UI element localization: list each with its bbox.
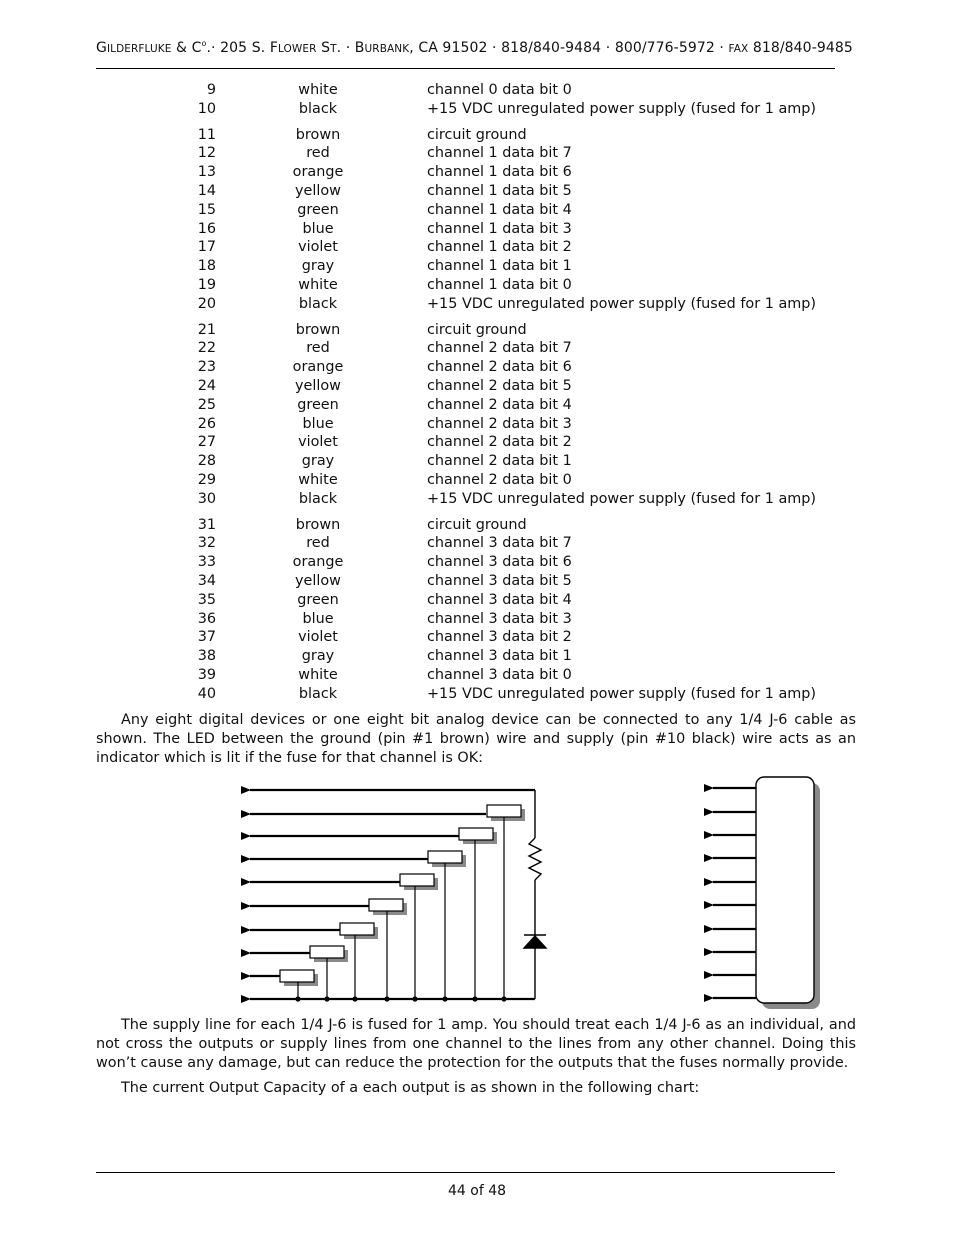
pin-function: +15 VDC unregulated power supply (fused for 1 amp) — [427, 295, 817, 312]
pin-number: 39 — [197, 666, 216, 683]
pin-number: 36 — [197, 610, 216, 627]
supply-wires — [529, 790, 541, 999]
pin-function: channel 1 data bit 5 — [427, 182, 572, 199]
pin-function: circuit ground — [427, 321, 527, 338]
pin-row — [0, 453, 954, 472]
supply-paragraph: The supply line for each 1/4 J-6 is fused for 1 amp. You should treat each 1/4 J-6 as an individual, and not cross the outputs or supply lines from one channel to the lines from any other channel. Doing this won’t cause any damage, but can reduce the protection for the outputs that the fuses normally provide. — [96, 1017, 856, 1071]
pin-function: channel 1 data bit 1 — [427, 258, 572, 275]
pin-function: channel 2 data bit 5 — [427, 377, 572, 394]
pin-function: channel 3 data bit 1 — [427, 648, 572, 665]
pin-number: 38 — [197, 648, 216, 665]
wire-color: red — [306, 145, 330, 162]
pin-number: 34 — [197, 572, 216, 589]
wire-color: gray — [301, 258, 335, 275]
wire-color: violet — [298, 434, 338, 451]
pin-function: channel 3 data bit 2 — [427, 629, 572, 646]
wire-color: black — [298, 295, 338, 312]
pin-function: channel 2 data bit 2 — [427, 434, 572, 451]
pin-table — [0, 82, 954, 712]
wiring-diagram — [238, 770, 828, 1012]
pin-function: channel 0 data bit 0 — [427, 82, 572, 98]
pin-row — [0, 258, 954, 277]
pin-row — [0, 686, 954, 705]
header-rule — [96, 68, 835, 69]
pin-row — [0, 517, 954, 536]
pin-number: 19 — [197, 276, 216, 293]
resistor-bit-4 — [400, 874, 438, 999]
pin-number: 35 — [197, 591, 216, 608]
pin-row — [0, 611, 954, 630]
device-resistors — [280, 805, 525, 999]
pin-function: channel 3 data bit 0 — [427, 666, 572, 683]
wire-color: blue — [302, 220, 334, 237]
led-diode — [524, 935, 546, 948]
pin-number: 18 — [197, 258, 216, 275]
pin-function: channel 2 data bit 4 — [427, 396, 572, 413]
wire-color: yellow — [295, 377, 341, 394]
pin-row — [0, 397, 954, 416]
pin-group — [0, 517, 954, 705]
pin-number: 26 — [197, 415, 216, 432]
wire-color: orange — [292, 359, 344, 376]
pin-row — [0, 378, 954, 397]
wire-color: red — [306, 535, 330, 552]
intro-paragraph: Any eight digital devices or one eight bit analog device can be connected to any 1/4 J-6 cable as shown. The LED between the ground (pin #1 brown) wire and supply (pin #10 black) wire acts as an indicator which is lit if the fuse for that channel is OK: — [96, 712, 856, 766]
pin-row — [0, 221, 954, 240]
wire-color: blue — [302, 610, 334, 627]
pin-row — [0, 648, 954, 667]
pin-function: +15 VDC unregulated power supply (fused for 1 amp) — [427, 685, 817, 702]
pin-function: channel 1 data bit 3 — [427, 220, 572, 237]
pin-function: +15 VDC unregulated power supply (fused for 1 amp) — [427, 490, 817, 507]
pin-row — [0, 491, 954, 510]
pin-function: channel 3 data bit 5 — [427, 572, 572, 589]
wire-color: black — [298, 685, 338, 702]
wire-color: brown — [295, 321, 341, 338]
footer-rule — [96, 1172, 835, 1173]
pin-function: channel 1 data bit 0 — [427, 276, 572, 293]
analog-device-block — [756, 777, 820, 1009]
resistor-bit-0 — [280, 970, 318, 999]
pin-row — [0, 322, 954, 341]
pin-group — [0, 82, 954, 120]
pin-row — [0, 554, 954, 573]
pin-row — [0, 164, 954, 183]
pin-number: 13 — [197, 164, 216, 181]
wire-color: violet — [298, 629, 338, 646]
page-number: 44 of 48 — [447, 1183, 507, 1199]
analog-device-outputs — [713, 788, 756, 998]
output-lines — [250, 790, 535, 999]
pin-number: 17 — [197, 239, 216, 256]
pin-number: 25 — [197, 396, 216, 413]
pin-number: 10 — [197, 100, 216, 117]
pin-row — [0, 202, 954, 221]
pin-number: 29 — [197, 471, 216, 488]
pin-row — [0, 239, 954, 258]
pin-number: 32 — [197, 535, 216, 552]
resistor-bit-1 — [310, 946, 348, 999]
pin-number: 40 — [197, 685, 216, 702]
resistor-bit-3 — [369, 899, 407, 999]
wire-color: orange — [292, 554, 344, 571]
wire-color: green — [297, 396, 339, 413]
pin-row — [0, 277, 954, 296]
pin-number: 16 — [197, 220, 216, 237]
wire-color: yellow — [295, 182, 341, 199]
pin-row — [0, 573, 954, 592]
pin-number: 31 — [197, 516, 216, 533]
pin-function: channel 3 data bit 4 — [427, 591, 572, 608]
pin-row — [0, 359, 954, 378]
pin-number: 24 — [197, 377, 216, 394]
wire-color: white — [298, 276, 338, 293]
wire-color: black — [298, 490, 338, 507]
wire-color: white — [298, 471, 338, 488]
pin-number: 11 — [197, 126, 216, 143]
pin-function: channel 3 data bit 3 — [427, 610, 572, 627]
pin-function: channel 1 data bit 4 — [427, 201, 572, 218]
pin-row — [0, 183, 954, 202]
pin-row — [0, 535, 954, 554]
pin-row — [0, 82, 954, 101]
wire-color: red — [306, 340, 330, 357]
pin-function: channel 1 data bit 6 — [427, 164, 572, 181]
wire-color: brown — [295, 126, 341, 143]
pin-number: 12 — [197, 145, 216, 162]
pin-function: channel 2 data bit 6 — [427, 359, 572, 376]
pin-number: 21 — [197, 321, 216, 338]
pin-row — [0, 340, 954, 359]
pin-number: 15 — [197, 201, 216, 218]
wire-color: orange — [292, 164, 344, 181]
wire-color: white — [298, 82, 338, 98]
page-header: GILDERFLUKE & $C^o.\cdot 205$ S. FLOWER ST. · BURBANK, CA 91502 · 818/840-9484 · 800/776-5972 · FAX 818/840-9485 — [96, 39, 853, 56]
pin-row — [0, 416, 954, 435]
pin-group — [0, 127, 954, 315]
pin-number: 20 — [197, 295, 216, 312]
wire-color: violet — [298, 239, 338, 256]
resistor-bit-5 — [428, 851, 466, 999]
pin-function: channel 1 data bit 7 — [427, 145, 572, 162]
wire-color: white — [298, 666, 338, 683]
pin-row — [0, 145, 954, 164]
pin-number: 22 — [197, 340, 216, 357]
pin-function: channel 2 data bit 3 — [427, 415, 572, 432]
pin-number: 30 — [197, 490, 216, 507]
wire-color: yellow — [295, 572, 341, 589]
resistor-bit-6 — [459, 828, 497, 999]
pin-function: channel 3 data bit 6 — [427, 554, 572, 571]
pin-number: 37 — [197, 629, 216, 646]
pin-number: 14 — [197, 182, 216, 199]
pin-function: channel 2 data bit 1 — [427, 453, 572, 470]
pin-row — [0, 434, 954, 453]
pin-number: 9 — [206, 82, 216, 98]
pin-group — [0, 322, 954, 510]
pin-function: channel 2 data bit 0 — [427, 471, 572, 488]
wire-color: brown — [295, 516, 341, 533]
pin-number: 23 — [197, 359, 216, 376]
wire-color: gray — [301, 453, 335, 470]
pin-row — [0, 472, 954, 491]
pin-function: channel 2 data bit 7 — [427, 340, 572, 357]
pin-row — [0, 101, 954, 120]
pin-function: channel 1 data bit 2 — [427, 239, 572, 256]
pin-row — [0, 667, 954, 686]
wire-color: gray — [301, 648, 335, 665]
pin-row — [0, 127, 954, 146]
pin-function: circuit ground — [427, 516, 527, 533]
capacity-paragraph: The current Output Capacity of a each output is as shown in the following chart: — [121, 1080, 700, 1096]
pin-row — [0, 629, 954, 648]
pin-row — [0, 592, 954, 611]
wire-color: green — [297, 591, 339, 608]
pin-function: +15 VDC unregulated power supply (fused for 1 amp) — [427, 100, 817, 117]
pin-row — [0, 296, 954, 315]
pin-function: circuit ground — [427, 126, 527, 143]
wire-color: blue — [302, 415, 334, 432]
pin-number: 28 — [197, 453, 216, 470]
wire-color: green — [297, 201, 339, 218]
pin-number: 27 — [197, 434, 216, 451]
pin-function: channel 3 data bit 7 — [427, 535, 572, 552]
pin-number: 33 — [197, 554, 216, 571]
wire-color: black — [298, 100, 338, 117]
